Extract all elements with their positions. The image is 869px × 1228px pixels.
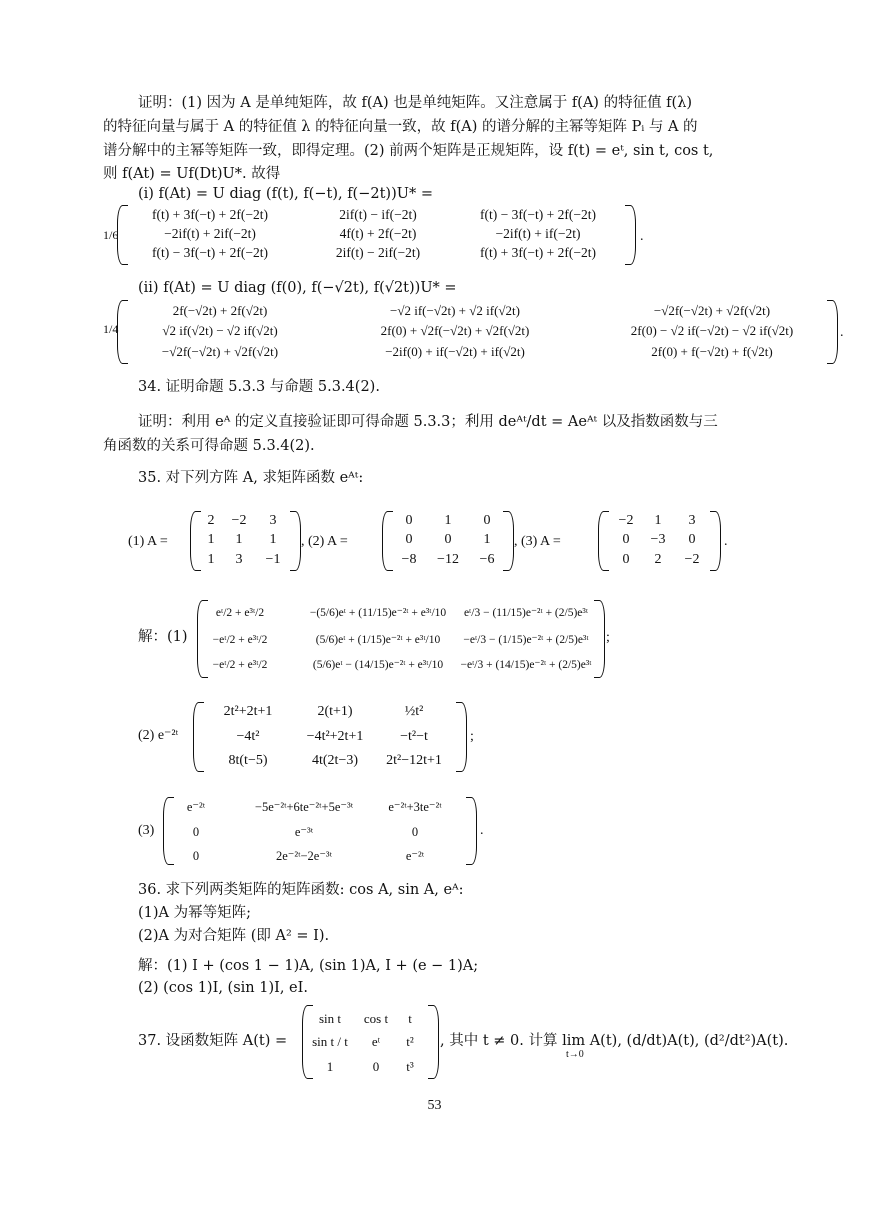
right-bracket <box>625 205 636 265</box>
problem-36-item-2: (2)A 为对合矩阵 (即 A² = I). <box>138 928 330 944</box>
part-ii-coefficient: 1/4 <box>103 322 119 336</box>
problem-36-solution-1: 解：(1) I + (cos 1 − 1)A, (sin 1)A, I + (e − 1)A; <box>138 958 479 974</box>
part-ii-heading: (ii) f(At) = U diag (f(0), f(−√2t), f(√2t))U* = <box>138 280 457 296</box>
solution-35-1-label: 解：(1) <box>138 629 188 645</box>
proof-line-3: 谱分解中的主幂等矩阵一致，即得定理。(2) 前两个矩阵是正规矩阵，设 f(t) = eᵗ, sin t, cos t, <box>103 143 714 159</box>
problem-34-proof-line-1: 证明：利用 eᴬ 的定义直接验证即可得命题 5.3.3；利用 deᴬᵗ/dt = Aeᴬᵗ 以及指数函数与三 <box>138 414 718 430</box>
part-i-coefficient: 1/6 <box>103 228 119 242</box>
semicolon: ; <box>470 729 474 744</box>
left-bracket <box>197 600 208 678</box>
problem-35-title: 35. 对下列方阵 A, 求矩阵函数 eᴬᵗ: <box>138 470 364 486</box>
left-bracket <box>163 797 174 865</box>
right-bracket <box>428 1005 439 1079</box>
problem-36-solution-2: (2) (cos 1)I, (sin 1)I, eI. <box>138 980 308 996</box>
period: . <box>640 229 644 244</box>
left-bracket <box>193 702 204 772</box>
left-bracket <box>190 511 201 571</box>
period: . <box>840 325 844 340</box>
solution-35-3-label: (3) <box>138 823 155 838</box>
problem-34-proof-line-2: 角函数的关系可得命题 5.3.4(2). <box>103 438 315 454</box>
problem-37-suffix: , 其中 t ≠ 0. 计算 lim A(t), (d/dt)A(t), (d²/dt²)A(t). <box>440 1033 789 1049</box>
left-bracket <box>117 205 128 265</box>
semicolon: ; <box>606 630 610 645</box>
limit-subscript: t→0 <box>566 1049 584 1060</box>
proof-line-2: 的特征向量与属于 A 的特征值 λ 的特征向量一致，故 f(A) 的谱分解的主幂等矩阵 Pᵢ 与 A 的 <box>103 119 698 135</box>
page-number: 53 <box>427 1098 442 1113</box>
left-bracket <box>598 511 609 571</box>
right-bracket <box>466 797 477 865</box>
period: . <box>480 823 484 838</box>
problem-36-title: 36. 求下列两类矩阵的矩阵函数: cos A, sin A, eᴬ: <box>138 882 464 898</box>
right-bracket <box>594 600 605 678</box>
matrix-A2-label: , (2) A = <box>301 534 348 549</box>
right-bracket <box>503 511 514 571</box>
right-bracket <box>827 300 838 364</box>
solution-35-2-label: (2) e⁻²ᵗ <box>138 728 179 743</box>
proof-line-1: 证明：(1) 因为 A 是单纯矩阵，故 f(A) 也是单纯矩阵。又注意属于 f(A) 的特征值 f(λ) <box>138 95 693 111</box>
left-bracket <box>382 511 393 571</box>
period: . <box>724 534 728 549</box>
matrix-A3-label: , (3) A = <box>514 534 561 549</box>
problem-36-item-1: (1)A 为幂等矩阵; <box>138 905 252 921</box>
left-bracket <box>117 300 128 364</box>
right-bracket <box>290 511 301 571</box>
right-bracket <box>710 511 721 571</box>
part-i-heading: (i) f(At) = U diag (f(t), f(−t), f(−2t))U* = <box>138 186 433 202</box>
proof-line-4: 则 f(At) = Uf(Dt)U*. 故得 <box>103 166 281 182</box>
problem-34-title: 34. 证明命题 5.3.3 与命题 5.3.4(2). <box>138 379 380 395</box>
problem-37-prefix: 37. 设函数矩阵 A(t) = <box>138 1033 288 1049</box>
right-bracket <box>456 702 467 772</box>
matrix-A1-label: (1) A = <box>128 534 168 549</box>
document-page: 证明：(1) 因为 A 是单纯矩阵，故 f(A) 也是单纯矩阵。又注意属于 f(A) 的特征值 f(λ) 的特征向量与属于 A 的特征值 λ 的特征向量一致，故 f(A) 的谱分解的主幂等矩阵 Pᵢ 与 A 的 谱分解中的主幂等矩阵一致，即得定理。(2) 前两个矩阵是正规矩阵，设 f(t) = eᵗ, sin t, cos t, 则 f(At) = Uf(Dt)U*. 故得 (i) f(At) = U diag (f(t), f(−t), f(−2t))U* = 1/6 f(t) + 3f(−t) + 2f(−2t) 2if(t) − if(−2t) f(t) − 3f(−t) + 2f(−2t) −2if(t) + 2if(−2t) 4f(t) + 2f(−2t) −2if(t) + if(−2t) f(t) − 3f(−t) + 2f(−2t) 2if(t) − 2if(−2t) f(t) + 3f(−t) + 2f(−2t) . (ii) f(At) = U diag (f(0), f(−√2t), f(√2t))U* = 1/4 2f(−√2t) + 2f(√2t) −√2 if(−√2t) + √2 if(√2t) −√2f(−√2t) + √2f(√2t) √2 if(√2t) − √2 if(√2t) 2f(0) + √2f(−√2t) + √2f(√2t) 2f(0) − √2 if(−√2t) − √2 if(√2t) −√2f(−√2t) + √2f(√2t) −2if(0) + if(−√2t) + if(√2t) 2f(0) + f(−√2t) + f(√2t) . 34. 证明命题 5.3.3 与命题 5.3.4(2). 证明：利用 eᴬ 的定义直接验证即可得命题 5.3.3；利用 deᴬᵗ/dt = Aeᴬᵗ 以及指数函数与三 角函数的关系可得命题 5.3.4(2). 35. 对下列方阵 A, 求矩阵函数 eᴬᵗ: (1) A = 2 −2 3 1 1 1 1 3 −1 , (2) A = 0 1 0 0 0 1 −8 −12 −6 , (3) A = −2 1 3 0 −3 0 0 2 −2 . 解：(1) eᵗ/2 + e³ᵗ/2 −(5/6)eᵗ + (11/15)e⁻²ᵗ + e³ᵗ/10 eᵗ/3 − (11/15)e⁻²ᵗ + (2/5)e³ᵗ −eᵗ/2 + e³ᵗ/2 (5/6)eᵗ + (1/15)e⁻²ᵗ + e³ᵗ/10 −eᵗ/3 − (1/15)e⁻²ᵗ + (2/5)e³ᵗ −eᵗ/2 + e³ᵗ/2 (5/6)eᵗ − (14/15)e⁻²ᵗ + e³ᵗ/10 −eᵗ/3 + (14/15)e⁻²ᵗ + (2/5)e³ᵗ ; (2) e⁻²ᵗ 2t²+2t+1 2(t+1) ½t² −4t² −4t²+2t+1 −t²−t 8t(t−5) 4t(2t−3) 2t²−12t+1 ; (3) e⁻²ᵗ −5e⁻²ᵗ+6te⁻²ᵗ+5e⁻³ᵗ e⁻²ᵗ+3te⁻²ᵗ 0 e⁻³ᵗ 0 0 2e⁻²ᵗ−2e⁻³ᵗ e⁻²ᵗ . 36. 求下列两类矩阵的矩阵函数: cos A, sin A, eᴬ: (1)A 为幂等矩阵; (2)A 为对合矩阵 (即 A² = I). 解：(1) I + (cos 1 − 1)A, (sin 1)A, I + (e − 1)A; (2) (cos 1)I, (sin 1)I, eI. 37. 设函数矩阵 A(t) = sin t cos t t sin t / t eᵗ t² 1 0 t³ , 其中 t ≠ 0. 计算 lim A(t), (d/dt)A(t), (d²/dt²)A(t). t→0 53 <box>0 0 869 1228</box>
